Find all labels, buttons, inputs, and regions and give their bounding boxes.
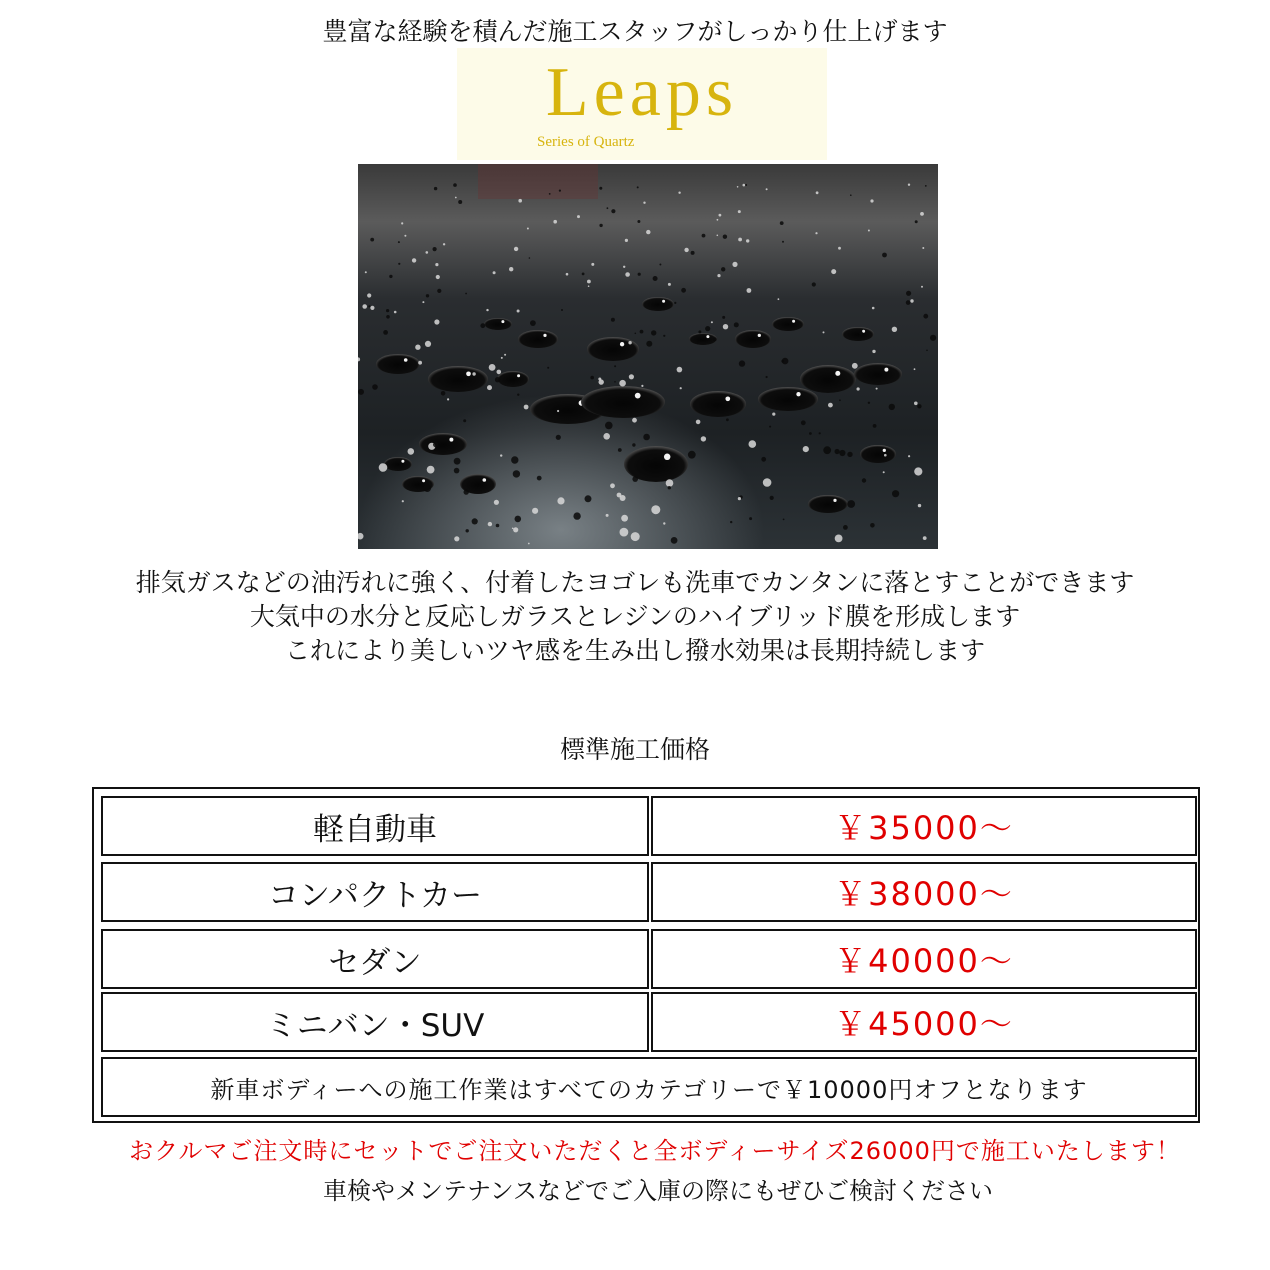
category-cell: セダン	[101, 929, 649, 989]
leaps-logo	[457, 48, 827, 160]
description-line: 排気ガスなどの油汚れに強く、付着したヨゴレも洗車でカンタンに落とすことができます	[135, 568, 1135, 597]
logo-subtitle: Series of Quartz	[537, 134, 635, 150]
category-cell: コンパクトカー	[101, 862, 649, 922]
inspection-recommendation: 車検やメンテナンスなどでご入庫の際にもぜひご検討ください	[322, 1177, 994, 1205]
set-order-promo: おクルマご注文時にセットでご注文いただくと全ボディーサイズ26000円で施工いたします！	[129, 1137, 1181, 1165]
new-car-discount-note: 新車ボディーへの施工作業はすべてのカテゴリーで￥10000円オフとなります	[101, 1057, 1197, 1117]
water-beading-photo	[358, 164, 938, 549]
logo-wordmark: Leaps	[545, 54, 739, 131]
price-cell: ￥38000～	[651, 862, 1197, 922]
description-line: これにより美しいツヤ感を生み出し撥水効果は長期持続します	[284, 636, 985, 665]
category-cell: 軽自動車	[101, 796, 649, 856]
price-cell: ￥45000～	[651, 992, 1197, 1052]
category-cell: ミニバン・SUV	[101, 992, 649, 1052]
water-droplets-image	[358, 164, 938, 549]
description	[0, 566, 1270, 668]
price-cell: ￥40000～	[651, 929, 1197, 989]
price-cell: ￥35000～	[651, 796, 1197, 856]
price-heading: 標準施工価格	[559, 735, 710, 764]
price-table	[92, 787, 1200, 1123]
headline: 豊富な経験を積んだ施工スタッフがしっかり仕上げます	[322, 17, 948, 46]
description-line: 大気中の水分と反応しガラスとレジンのハイブリッド膜を形成します	[249, 602, 1021, 631]
